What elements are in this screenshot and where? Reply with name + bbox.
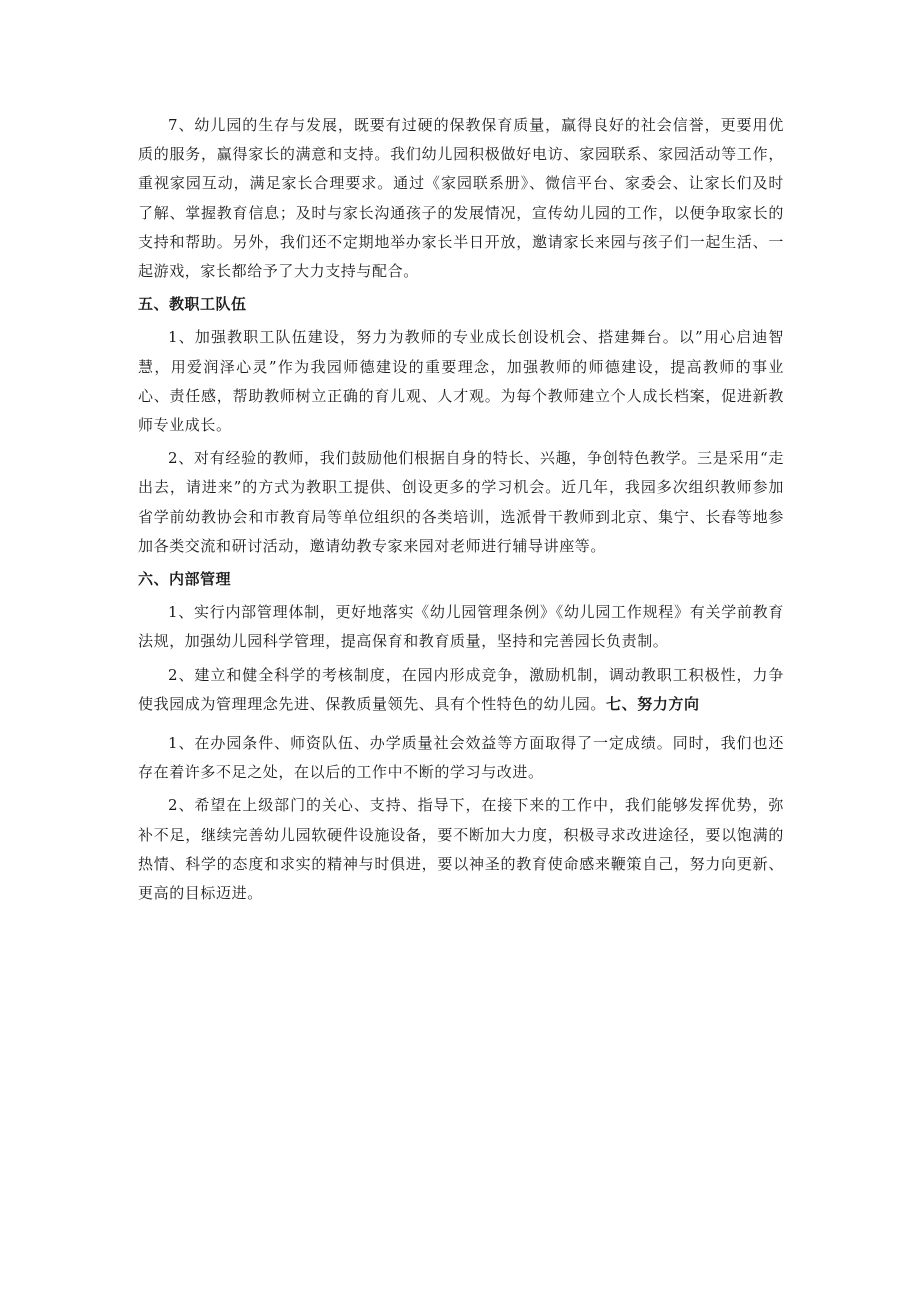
section-heading-direction: 七、努力方向	[606, 694, 700, 713]
section-heading-staff: 五、教职工队伍	[138, 295, 247, 314]
paragraph-staff-training: 2、对有经验的教师，我们鼓励他们根据自身的特长、兴趣，争创特色教学。三是采用“走出去，请进来”的方式为教职工提供、创设更多的学习机会。近几年，我园多次组织教师参加省学前幼教协会和市教育局等单位组织的各类培训，选派骨干教师到北京、集宁、长春等地参加各类交流和研讨活动，邀请幼教专家来园对老师进行辅导讲座等。	[138, 449, 784, 555]
document-page	[138, 111, 784, 908]
paragraph-assessment-text: 2、建立和健全科学的考核制度，在园内形成竞争，激励机制，调动教职工积极性，力争使我园成为管理理念先进、保教质量领先、具有个性特色的幼儿园。	[138, 665, 784, 713]
paragraph-achievements: 1、在办园条件、师资队伍、办学质量社会效益等方面取得了一定成绩。同时，我们也还存在着许多不足之处，在以后的工作中不断的学习与改进。	[138, 734, 784, 782]
paragraph-assessment	[138, 661, 784, 719]
paragraph-management-system: 1、实行内部管理体制，更好地落实《幼儿园管理条例》《幼儿园工作规程》有关学前教育法规，加强幼儿园科学管理，提高保育和教育质量，坚持和完善园长负责制。	[138, 603, 784, 651]
paragraph-staff-building: 1、加强教职工队伍建设，努力为教师的专业成长创设机会、搭建舞台。以”用心启迪智慧，用爱润泽心灵”作为我园师德建设的重要理念，加强教师的师德建设，提高教师的事业心、责任感，帮助教师树立正确的育儿观、人才观。为每个教师建立个人成长档案，促进新教师专业成长。	[138, 328, 784, 435]
paragraph-future-goals: 2、希望在上级部门的关心、支持、指导下，在接下来的工作中，我们能够发挥优势，弥补不足，继续完善幼儿园软硬件设施设备，要不断加大力度，积极寻求改进途径，要以饱满的热情、科学的态度和求实的精神与时俱进，要以神圣的教育使命感来鞭策自己，努力向更新、更高的目标迈进。	[138, 796, 784, 903]
section-heading-management: 六、内部管理	[138, 570, 232, 589]
paragraph-family-engagement: 7、幼儿园的生存与发展，既要有过硬的保教保育质量，赢得良好的社会信誉，更要用优质的服务，赢得家长的满意和支持。我们幼儿园积极做好电访、家园联系、家园活动等工作，重视家园互动，满足家长合理要求。通过《家园联系册》、微信平台、家委会、让家长们及时了解、掌握教育信息；及时与家长沟通孩子的发展情况，宣传幼儿园的工作，以便争取家长的支持和帮助。另外，我们还不定期地举办家长半日开放，邀请家长来园与孩子们一起生活、一起游戏，家长都给予了大力支持与配合。	[138, 116, 784, 281]
